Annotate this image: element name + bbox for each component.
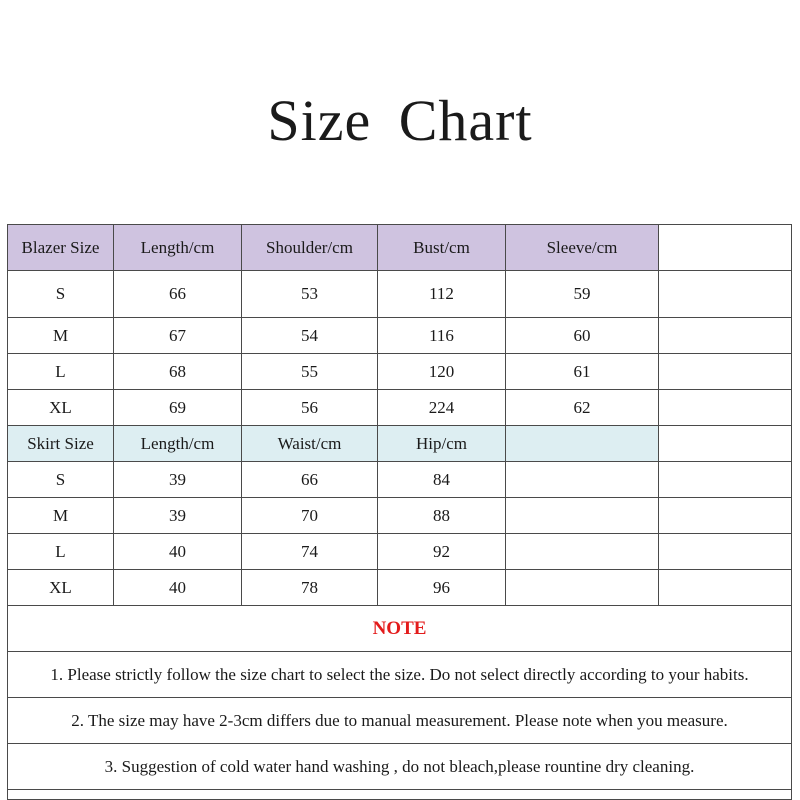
blank-cell [659, 534, 792, 570]
table-row [8, 318, 792, 354]
table-cell: 56 [242, 390, 378, 426]
blazer-shoulder-header: Shoulder/cm [242, 225, 378, 271]
blank-cell [659, 271, 792, 318]
table-cell: 96 [378, 570, 506, 606]
blazer-length-header: Length/cm [114, 225, 242, 271]
blank-cell [8, 790, 792, 800]
blank-cell [659, 390, 792, 426]
table-cell: S [8, 271, 114, 318]
blank-cell [506, 570, 659, 606]
table-cell: 224 [378, 390, 506, 426]
table-cell: 112 [378, 271, 506, 318]
skirt-header-row [8, 426, 792, 462]
skirt-length-header: Length/cm [114, 426, 242, 462]
blank-cell [659, 426, 792, 462]
table-cell: 74 [242, 534, 378, 570]
table-cell: M [8, 498, 114, 534]
table-cell: 70 [242, 498, 378, 534]
table-row [8, 462, 792, 498]
table-row [8, 390, 792, 426]
table-cell: 66 [242, 462, 378, 498]
blank-cell [659, 570, 792, 606]
note-line-2: 2. The size may have 2-3cm differs due to manual measurement. Please note when you measure. [8, 698, 792, 744]
table-cell: 88 [378, 498, 506, 534]
blank-cell [659, 462, 792, 498]
table-row [8, 498, 792, 534]
table-row [8, 570, 792, 606]
table-row [8, 534, 792, 570]
note-title-row [8, 606, 792, 652]
skirt-hip-header: Hip/cm [378, 426, 506, 462]
blank-cell [506, 498, 659, 534]
table-cell: 55 [242, 354, 378, 390]
blazer-sleeve-header: Sleeve/cm [506, 225, 659, 271]
blank-cell [659, 354, 792, 390]
note-row [8, 652, 792, 698]
table-cell: XL [8, 390, 114, 426]
table-cell: M [8, 318, 114, 354]
size-chart-table [7, 224, 792, 800]
table-cell: S [8, 462, 114, 498]
table-cell: 116 [378, 318, 506, 354]
table-cell: XL [8, 570, 114, 606]
page-title: Size Chart [267, 88, 533, 153]
blank-cell [506, 534, 659, 570]
blazer-bust-header: Bust/cm [378, 225, 506, 271]
table-cell: 39 [114, 462, 242, 498]
table-cell: 59 [506, 271, 659, 318]
table-cell: 60 [506, 318, 659, 354]
table-cell: 78 [242, 570, 378, 606]
table-cell: 39 [114, 498, 242, 534]
table-cell: 62 [506, 390, 659, 426]
table-cell: 68 [114, 354, 242, 390]
table-cell: 61 [506, 354, 659, 390]
table-cell: L [8, 534, 114, 570]
blazer-size-header: Blazer Size [8, 225, 114, 271]
blank-cell [659, 498, 792, 534]
table-cell: 69 [114, 390, 242, 426]
table-row [8, 354, 792, 390]
skirt-empty-header [506, 426, 659, 462]
table-cell: 120 [378, 354, 506, 390]
table-cell: 40 [114, 570, 242, 606]
note-line-1: 1. Please strictly follow the size chart to select the size. Do not select directly according to your habits. [8, 652, 792, 698]
skirt-size-header: Skirt Size [8, 426, 114, 462]
blazer-header-row [8, 225, 792, 271]
note-row [8, 744, 792, 790]
table-cell: 92 [378, 534, 506, 570]
note-title: NOTE [8, 606, 792, 652]
table-row [8, 271, 792, 318]
table-cell: 66 [114, 271, 242, 318]
note-line-3: 3. Suggestion of cold water hand washing , do not bleach,please rountine dry cleaning. [8, 744, 792, 790]
table-cell: 53 [242, 271, 378, 318]
table-cell: 54 [242, 318, 378, 354]
note-row [8, 698, 792, 744]
skirt-waist-header: Waist/cm [242, 426, 378, 462]
blank-cell [659, 318, 792, 354]
blank-cell [506, 462, 659, 498]
table-cell: 67 [114, 318, 242, 354]
table-cell: L [8, 354, 114, 390]
blank-cell [659, 225, 792, 271]
table-cell: 84 [378, 462, 506, 498]
table-cell: 40 [114, 534, 242, 570]
bottom-spacer-row [8, 790, 792, 800]
